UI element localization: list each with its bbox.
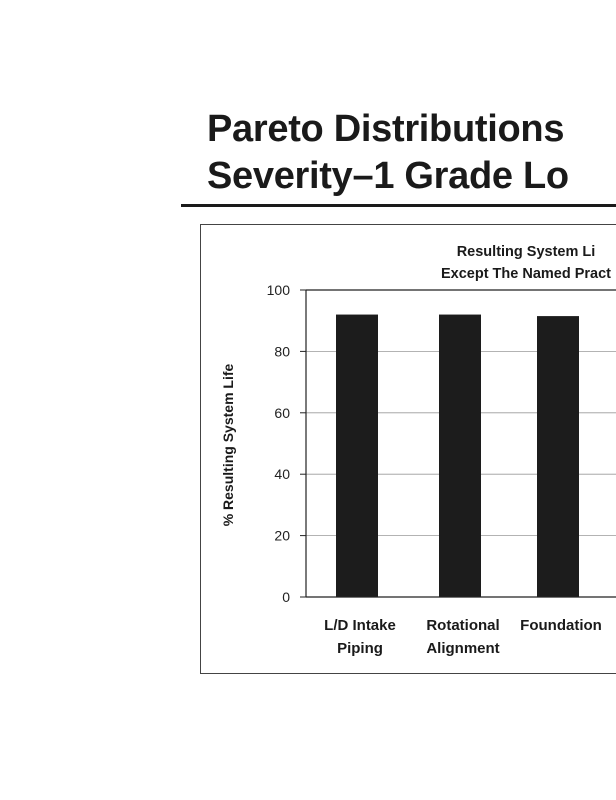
bar-2 (537, 316, 579, 597)
page-title-line-1: Pareto Distributions (207, 108, 565, 150)
y-tick-label: 80 (274, 343, 290, 360)
x-category-label: Rotational (426, 617, 500, 634)
x-category-label: Foundation (520, 617, 602, 634)
page-title-line-2: Severity–1 Grade Lo (207, 155, 569, 197)
x-category-label: Alignment (426, 640, 500, 657)
bar-1 (439, 315, 481, 597)
chart-title-line-2: Except The Named Pract (440, 266, 612, 282)
y-tick-label: 20 (274, 527, 290, 544)
y-tick-labels (267, 282, 291, 605)
y-tick-label: 40 (274, 466, 290, 483)
chart-title-line-1: Resulting System Li (456, 244, 596, 260)
bars (336, 315, 579, 597)
x-category-label: L/D Intake (324, 617, 396, 634)
y-tick-label: 100 (266, 282, 290, 298)
bar-0 (336, 315, 378, 597)
y-tick-label: 60 (274, 404, 290, 421)
x-category-labels (324, 617, 602, 657)
x-category-label: Piping (337, 640, 383, 657)
y-tick-label: 0 (282, 589, 290, 605)
y-axis-title: % Resulting System Life (220, 363, 236, 527)
